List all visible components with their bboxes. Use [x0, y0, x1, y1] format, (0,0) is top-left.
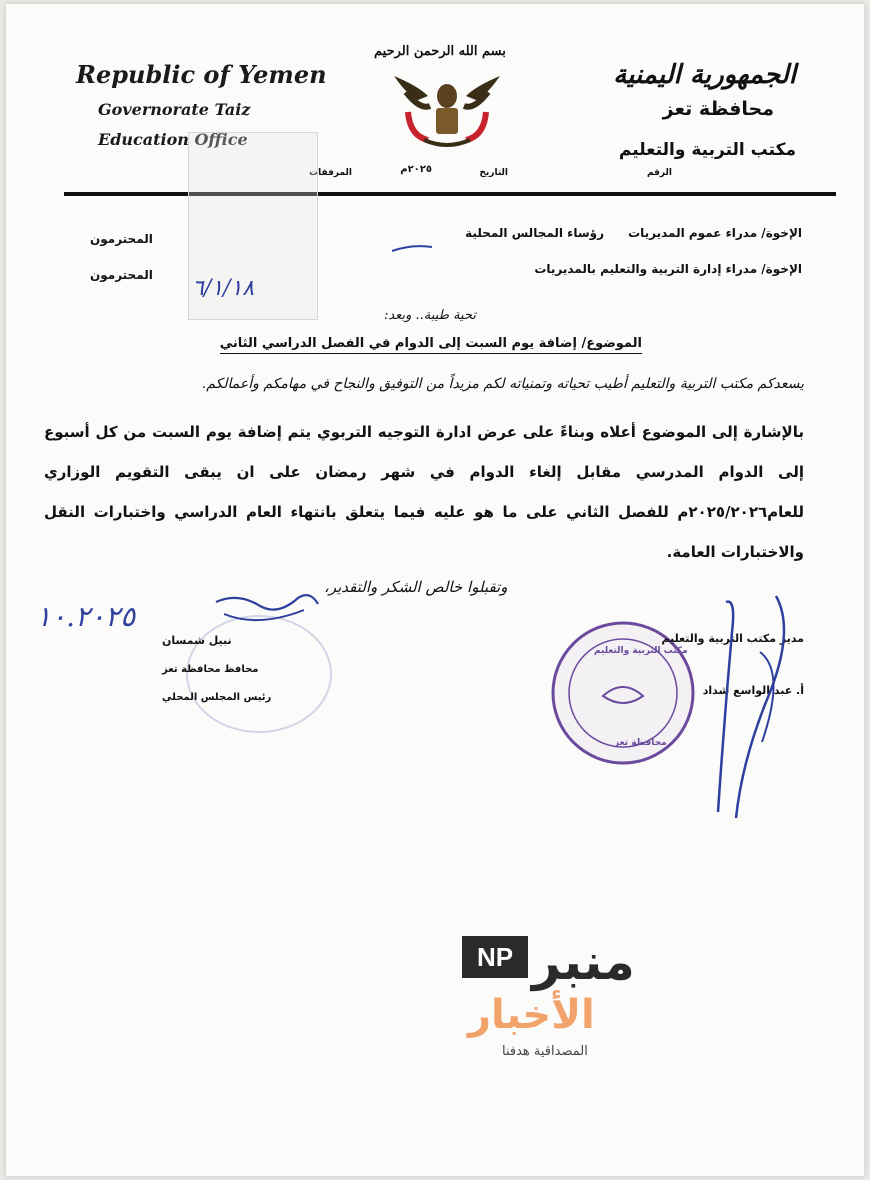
right-signature-scribble	[666, 592, 806, 822]
closing-line: وتقبلوا خالص الشكر والتقدير،	[324, 578, 508, 596]
intro-paragraph: يسعدكم مكتب التربية والتعليم أطيب تحياته وتمنياته لكم مزيداً من التوفيق والنجاح في مهامكم وأعمالكم.	[201, 376, 804, 392]
subject-line: الموضوع/ إضافة يوم السبت إلى الدوام في الفصل الدراسي الثاني	[220, 336, 642, 354]
watermark-brand-line-2: الأخبار	[468, 992, 595, 1038]
right-signer-title: مدير مكتب التربية والتعليم	[661, 632, 804, 645]
header-ar-office: مكتب التربية والتعليم	[618, 140, 796, 160]
date-value: ٢٠٢٥م	[400, 164, 432, 175]
stamp-text-bottom: محافظة تعز	[614, 738, 667, 748]
left-handwritten-date: ١٠.٢٠٢٥	[36, 600, 136, 633]
margin-note-date: ٦/١/١٨	[192, 276, 255, 301]
left-signer-title-2: رئيس المجلس المحلي	[162, 692, 272, 703]
header-ar-country: الجمهورية اليمنية	[613, 60, 796, 90]
honorific-1: المحترمون	[90, 232, 153, 246]
basmala: بسم الله الرحمن الرحيم	[374, 44, 506, 59]
header-en-governorate: Governorate Taiz	[98, 100, 251, 119]
recipient-line-1: الإخوة/ مدراء عموم المديريات	[628, 226, 802, 240]
pen-mark	[390, 238, 434, 246]
header-divider	[64, 192, 836, 196]
honorific-2: المحترمون	[90, 268, 153, 282]
recipient-line-2: الإخوة/ مدراء إدارة التربية والتعليم بالمديريات	[534, 262, 802, 276]
left-signer-title-1: محافظ محافظة تعز	[162, 664, 259, 675]
ref-label: الرقم	[646, 168, 672, 178]
main-paragraph: بالإشارة إلى الموضوع أعلاه وبناءً على عرض ادارة التوجيه التربوي يتم إضافة يوم السبت من كل أسبوع إلى الدوام المدرسي مقابل إلغاء الدوام في شهر رمضان على ان يبقى التقويم الوزاري للعام٢٠٢٥/٢٠٢٦م للفصل الثاني على ما هو عليه فيما يتعلق بانتهاء العام الدراسي واختبارات النقل والاختبارات العامة.	[44, 423, 804, 561]
watermark-badge: NP	[462, 936, 528, 978]
attachments-label: المرفقات	[309, 168, 352, 178]
greeting: تحية طيبة.. وبعد:	[384, 308, 476, 323]
document-page	[6, 4, 864, 1176]
watermark-brand-line-1: منبر	[532, 933, 635, 991]
recipient-line-1b: رؤساء المجالس المحلية	[465, 226, 604, 240]
watermark-logo	[462, 933, 636, 1066]
stamp-text-top: مكتب التربية والتعليم	[594, 646, 688, 656]
header-en-office: Education Office	[98, 130, 248, 149]
right-signer-name: أ. عبد الواسع شداد	[702, 684, 804, 697]
yemen-emblem-icon	[388, 66, 506, 152]
header-ar-governorate: محافظة تعز	[662, 98, 774, 120]
left-signer-name: نبيل شمسان	[162, 634, 232, 647]
header-en-country: Republic of Yemen	[76, 60, 327, 89]
watermark-tagline: المصداقية هدفنا	[502, 1044, 588, 1059]
date-label: التاريخ	[479, 168, 508, 178]
